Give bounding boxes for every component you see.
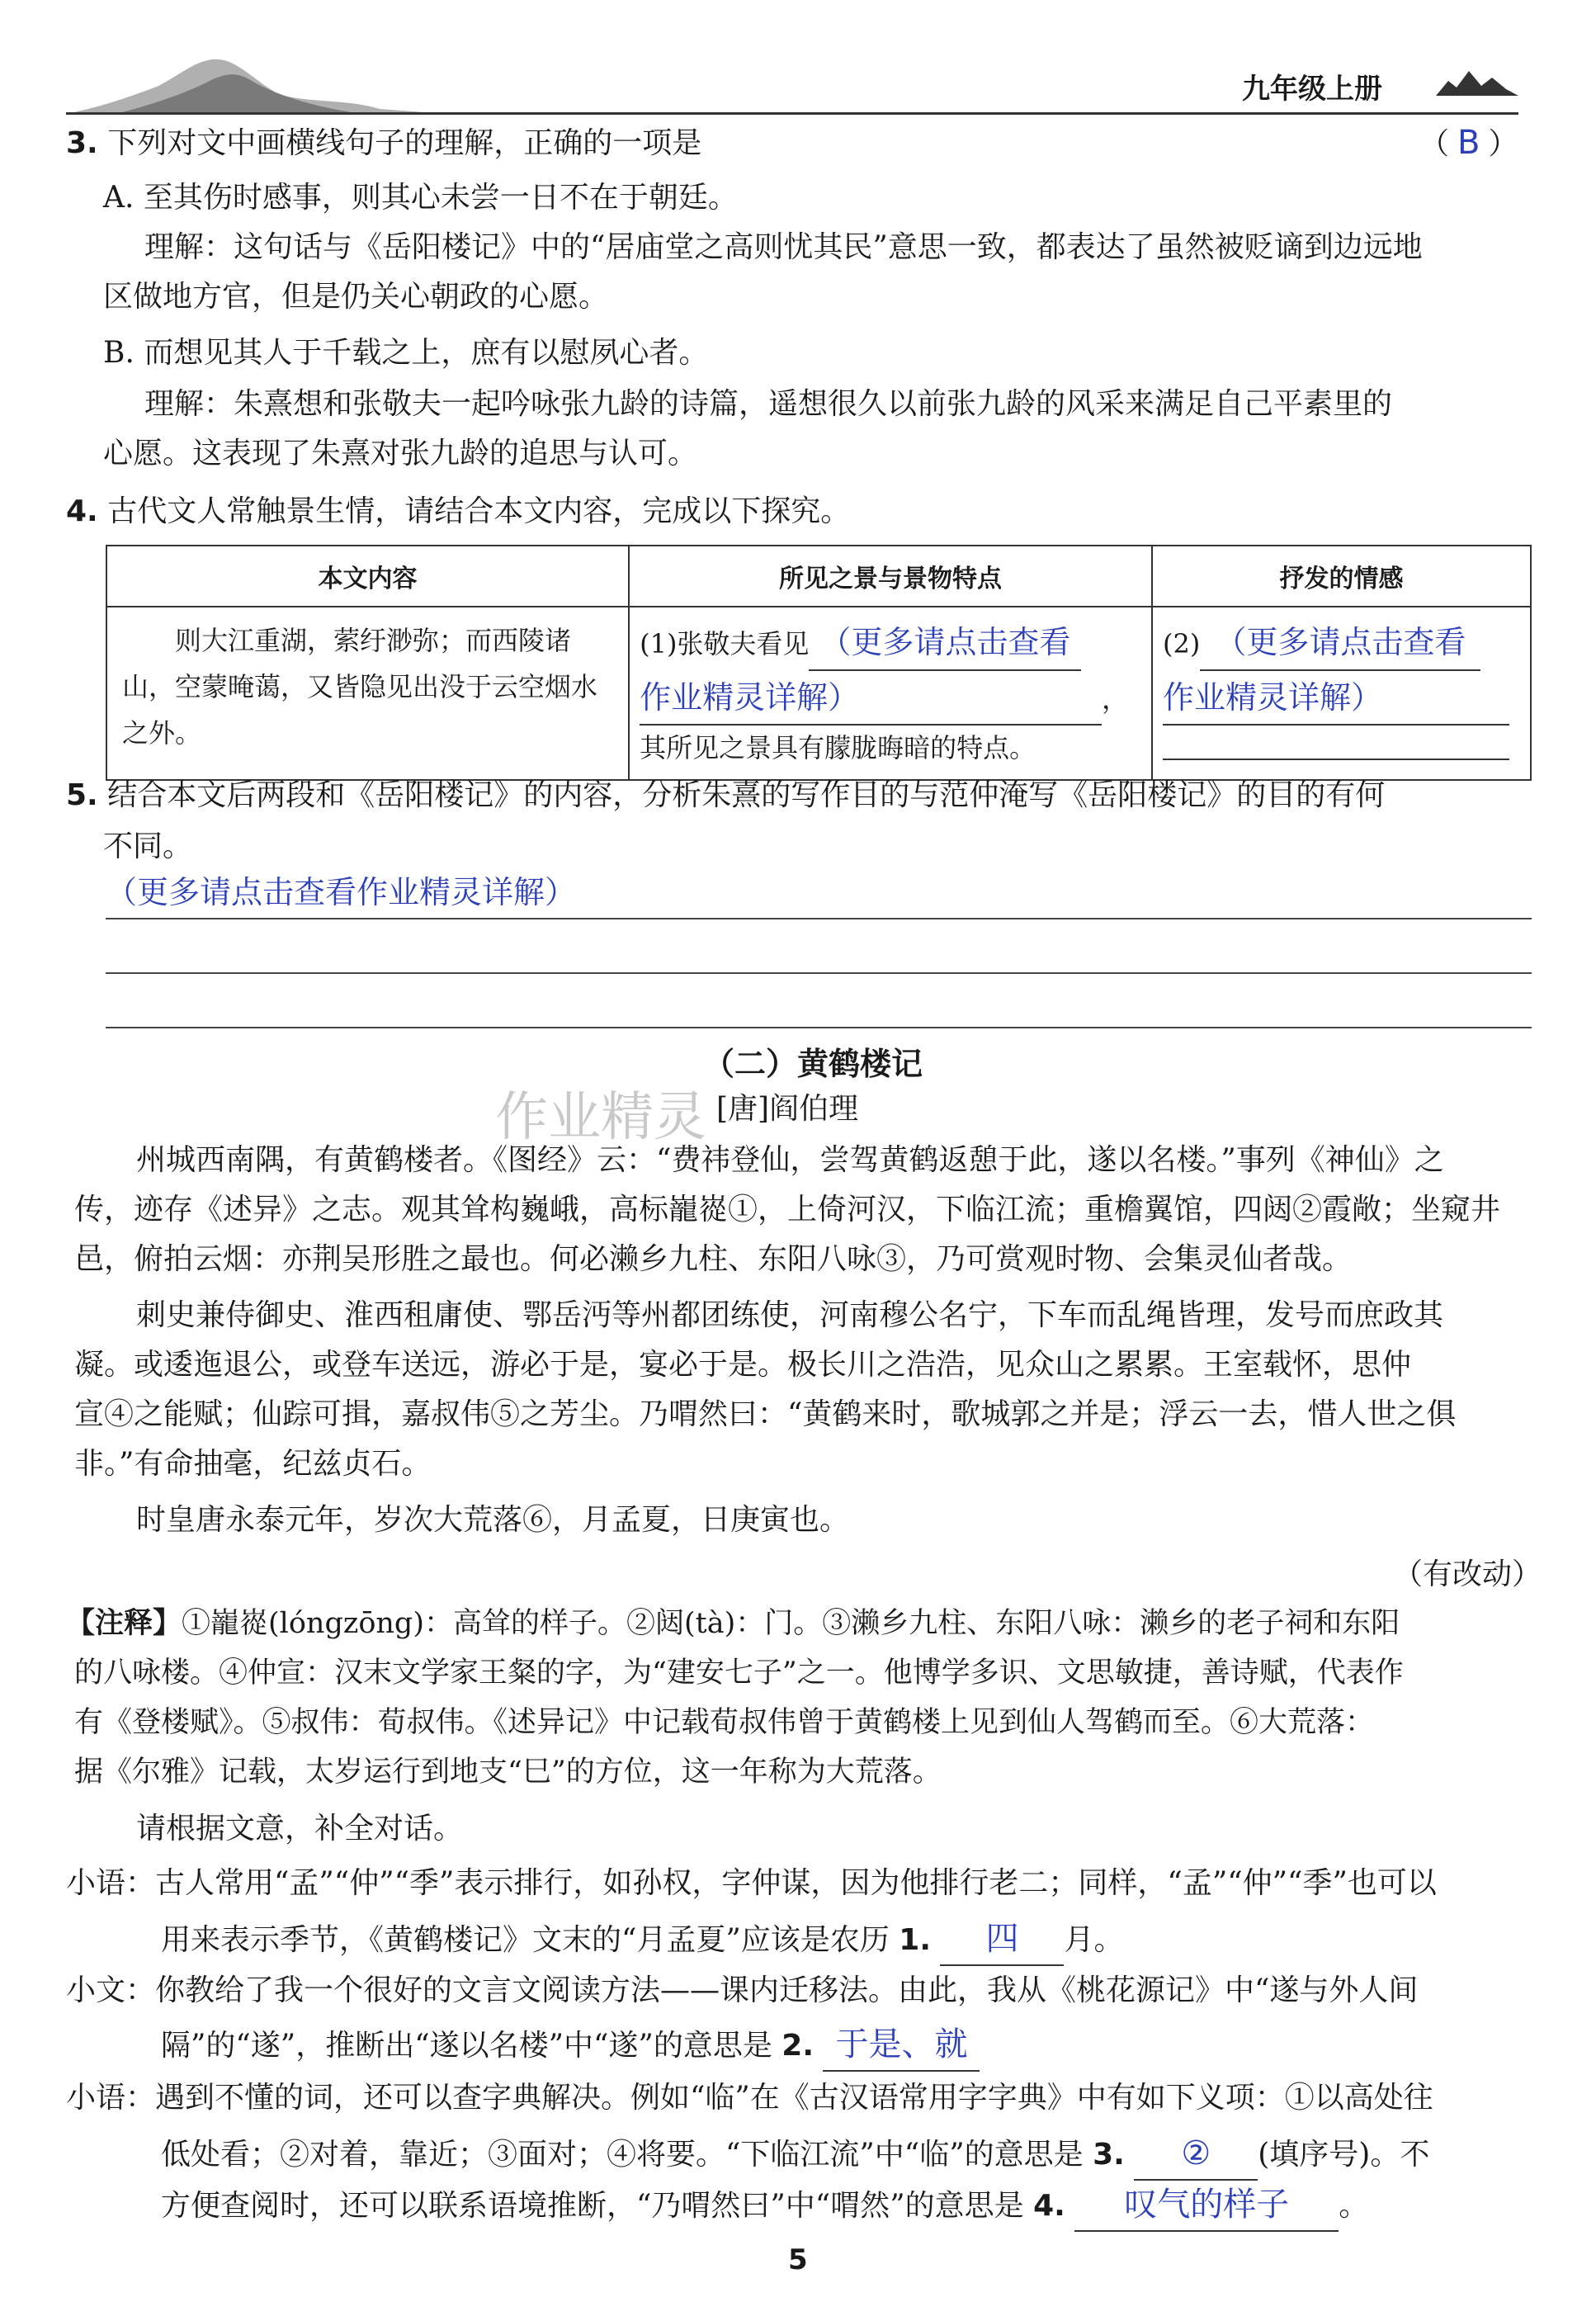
table-header: 抒发的情感 (1152, 546, 1531, 607)
question-stem: 下列对文中画横线句子的理解，正确的一项是 (107, 126, 702, 160)
passage-title: （二）黄鹤楼记 (703, 1046, 923, 1082)
option-b: B. 而想见其人于千载之上，庶有以慰夙心者。 (103, 336, 709, 370)
answer-line (106, 918, 1532, 919)
answer-blank-2[interactable]: 于是、就 (823, 2019, 980, 2072)
table-header: 本文内容 (106, 546, 629, 607)
emotion-cell: (2) （更多请点击查看 作业精灵详解） (1152, 607, 1531, 780)
option-b-explanation-cont: 心愿。这表现了朱熹对张九龄的追思与认可。 (103, 437, 698, 470)
answer-blank[interactable]: 作业精灵详解） (640, 671, 1102, 726)
grade-label: 九年级上册 (1242, 73, 1382, 106)
answer-blank[interactable]: 作业精灵详解） (1163, 671, 1509, 726)
option-b-explanation: 理解：朱熹想和张敬夫一起吟咏张九龄的诗篇，遥想很久以前张九龄的风采来满足自己平素里的 (144, 387, 1393, 421)
answer-blank-4[interactable]: 叹气的样子 (1074, 2179, 1339, 2232)
answer-blank[interactable]: （更多请点击查看 (809, 616, 1081, 671)
watermark: 作业精灵 (495, 1087, 706, 1148)
question-stem: 结合本文后两段和《岳阳楼记》的内容，分析朱熹的写作目的与范仲淹写《岳阳楼记》的目的有何 (107, 778, 1386, 812)
answer-blank-1[interactable]: 四 (940, 1913, 1064, 1966)
page-number: 5 (788, 2243, 808, 2276)
answer-line (106, 1027, 1532, 1028)
answer-choice: B (1457, 124, 1480, 162)
option-a-explanation-cont: 区做地方官，但是仍关心朝政的心愿。 (103, 280, 609, 314)
passage-author: [唐]阎伯理 (716, 1092, 859, 1126)
answer-line (106, 972, 1532, 974)
answer-text[interactable]: （更多请点击查看作业精灵详解） (106, 874, 577, 910)
mountain-decoration-icon (66, 50, 446, 116)
small-mountain-icon (1436, 64, 1518, 97)
notes-label: 【注释】 (66, 1607, 182, 1640)
content-cell: 则大江重湖，萦纡渺弥；而西陵诸 山，空蒙晻蔼，又皆隐见出没于云空烟水 之外。 (106, 607, 629, 780)
option-a-explanation: 理解：这句话与《岳阳楼记》中的“居庙堂之高则忧其民”意思一致，都表达了虽然被贬谪到边远地 (144, 230, 1423, 264)
question-number: 3. (66, 126, 98, 160)
question-number: 4. (66, 494, 98, 528)
answer-blank[interactable]: （更多请点击查看 (1200, 616, 1480, 671)
table-header: 所见之景与景物特点 (629, 546, 1152, 607)
answer-blank-3[interactable]: ② (1134, 2128, 1258, 2181)
question-stem: 古代文人常触景生情，请结合本文内容，完成以下探究。 (107, 494, 851, 528)
source-note: （有改动） (1393, 1557, 1542, 1591)
question-number: 5. (66, 778, 98, 812)
exploration-table (106, 545, 1532, 781)
option-a: A. 至其伤时感事，则其心未尝一日不在于朝廷。 (103, 181, 738, 215)
scene-cell: (1)张敬夫看见 （更多请点击查看 作业精灵详解） ， 其所见之景具有朦胧晦暗的特点。 (629, 607, 1152, 780)
